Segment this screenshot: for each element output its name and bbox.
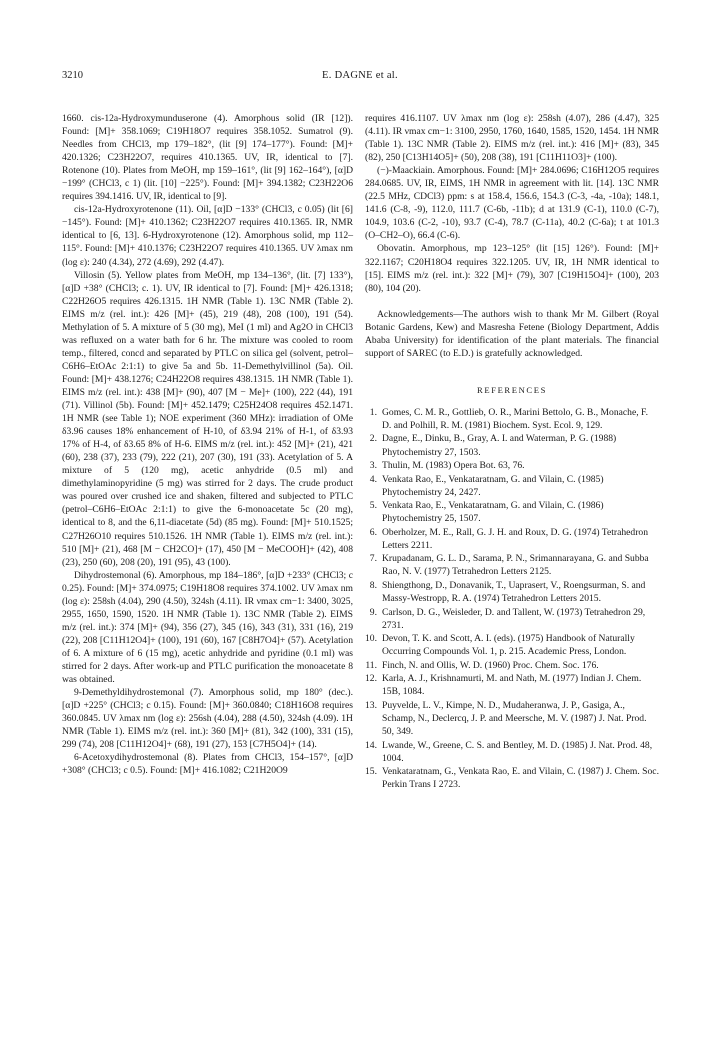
- reference-number: 6.: [369, 526, 377, 538]
- acknowledgements: Acknowledgements—The authors wish to thank Mr M. Gilbert (Royal Botanic Gardens, Kew) and Masresha Fetene (Biology Department, Addis Ababa University) for identification of the plant materials. The financial support of SAREC (to E.D.) is gratefully acknowledged.: [365, 308, 659, 359]
- reference-text: Gomes, C. M. R., Gottlieb, O. R., Marini Bettolo, G. B., Monache, F. D. and Polhill, R. M. (1981) Biochem. Syst. Ecol. 9, 129.: [382, 406, 648, 431]
- reference-text: Venkata Rao, E., Venkataratnam, G. and Vilain, C. (1985) Phytochemistry 24, 2427.: [382, 473, 604, 498]
- paragraph-obovatin: Obovatin. Amorphous, mp 123–125° (lit [15] 126°). Found: [M]+ 322.1167; C20H18O4 requires 322.1205. UV, IR, 1H NMR identical to [15]. EIMS m/z (rel. int.): 322 [M]+ (79), 307 [C19H15O4]+ (100), 203 (80), 104 (20).: [365, 243, 659, 294]
- running-head-authors: E. DAGNE et al.: [322, 70, 398, 81]
- reference-text: Karla, A. J., Krishnamurti, M. and Nath, M. (1977) Indian J. Chem. 15B, 1084.: [382, 673, 642, 698]
- reference-number: 9.: [369, 606, 377, 618]
- reference-item: [365, 406, 659, 432]
- reference-text: Venkata Rao, E., Venkataratnam, G. and Vilain, C. (1986) Phytochemistry 25, 1507.: [382, 500, 604, 525]
- reference-text: Thulin, M. (1983) Opera Bot. 63, 76.: [382, 460, 525, 472]
- reference-number: 15.: [365, 766, 377, 778]
- reference-text: Finch, N. and Ollis, W. D. (1960) Proc. Chem. Soc. 176.: [382, 659, 599, 671]
- reference-item: [365, 659, 659, 672]
- reference-number: 13.: [365, 699, 377, 711]
- references-list: [365, 406, 659, 791]
- reference-item: [365, 526, 659, 552]
- reference-text: Krupadanam, G. L. D., Sarama, P. N., Srimannarayana, G. and Subba Rao, N. V. (1977) Tetrahedron Letters 2125.: [382, 553, 649, 578]
- reference-number: 3.: [369, 460, 377, 472]
- references-heading: REFERENCES: [477, 384, 547, 395]
- paragraph-demethyldihydrostemonal: 9-Demethyldihydrostemonal (7). Amorphous solid, mp 180° (dec.). [α]D +225° (CHCl3; c 0.15). Found: [M]+ 360.0840; C18H16O8 requires 360.0845. UV λmax nm (log ε): 256sh (4.04), 288 (4.50), 324sh (4.09). 1H NMR (Table 1). EIMS m/z (rel. int.): 360 [M]+ (81), 342 (100), 331 (15), 299 (74), 208 [C11H12O4]+ (68), 191 (27), 153 [C7H5O4]+ (14).: [62, 687, 353, 751]
- reference-item: [365, 459, 659, 472]
- reference-number: 7.: [369, 553, 377, 565]
- reference-item: [365, 499, 659, 525]
- paragraph-maackiain: (−)-Maackiain. Amorphous. Found: [M]+ 284.0696; C16H12O5 requires 284.0685. UV, IR, EIMS, 1H NMR in agreement with lit. [14]. 13C NMR (22.5 MHz, CDCl3) ppm: s at 158.4, 156.6, 154.3 (C-3, -4a, -10a); 148.1, 141.6 (C-8, -9), 112.0, 111.7 (C-6b, -11b); d at 131.9 (C-1), 110.0 (C-7), 104.9, 103.6 (C-2, -10), 93.7 (C-4), 78.7 (C-11a), 40.2 (C-6a); t at 101.3 (O–CH2–O), 66.4 (C-6).: [365, 165, 659, 242]
- reference-number: 14.: [365, 739, 377, 751]
- reference-item: [365, 765, 659, 791]
- reference-item: [365, 632, 659, 658]
- reference-item: [365, 672, 659, 698]
- running-head: [62, 70, 658, 86]
- reference-item: [365, 579, 659, 605]
- reference-text: Carlson, D. G., Weisleder, D. and Tallent, W. (1973) Tetrahedron 29, 2731.: [382, 606, 646, 631]
- reference-number: 8.: [369, 580, 377, 591]
- reference-number: 1.: [369, 406, 377, 418]
- paragraph-acetoxydihydrostemonal: 6-Acetoxydihydrostemonal (8). Plates from CHCl3, 154–157°, [α]D +308° (CHCl3; c 0.5). Found: [M]+ 416.1082; C21H20O9: [62, 752, 353, 777]
- paragraph-compounds-4-9-10: 1660. cis-12a-Hydroxymunduserone (4). Amorphous solid (IR [12]). Found: [M]+ 358.1069; C19H18O7 requires 358.1052. Sumatrol (9). Needles from CHCl3, mp 179–182°, (lit [9] 174–177°). Found: [M]+ 420.1326; C23H22O7, requires 410.1365. UV, IR, identical to [7]. Rotenone (10). Plates from MeOH, mp 159–161°, (lit [9] 162–164°), [α]D −199° (CHCl3, c 1) (lit. [10] −225°). Found: [M]+ 394.1382; C23H22O6 requires 394.1416. UV, IR, identical to [9].: [62, 113, 353, 203]
- reference-item: [365, 699, 659, 738]
- page-number: 3210: [62, 70, 83, 81]
- reference-text: Oberholzer, M. E., Rall, G. J. H. and Roux, D. G. (1974) Tetrahedron Letters 2211.: [382, 526, 649, 551]
- reference-item: [365, 606, 659, 632]
- reference-text: Dagne, E., Dinku, B., Gray, A. I. and Waterman, P. G. (1988) Phytochemistry 27, 1503.: [382, 433, 617, 458]
- reference-number: 2.: [369, 433, 377, 445]
- paragraph-villosin: Villosin (5). Yellow plates from MeOH, mp 134–136°, (lit. [7] 133°), [α]D +38° (CHCl3; c. 1). UV, IR identical to [7]. Found: [M]+ 426.1318; C22H26O5 requires 426.1315. 1H NMR (Table 1). 13C NMR (Table 2). EIMS m/z (rel. int.): 426 [M]+ (45), 219 (48), 208 (100), 191 (54). Methylation of 5. A mixture of 5 (30 mg), MeI (1 ml) and Ag2O in CHCl3 was refluxed on a water bath for 6 hr. The mixture was cooled to room temp., filtered, concd and separated by PTLC on silica gel (solvent, petrol–C6H6–EtOAc 2:1:1) to give 5a and 5b. 11-Demethylvillinol (5a). Oil. Found: [M]+ 438.1276; C24H22O8 requires 438.1315. 1H NMR (Table 1). EIMS m/z (rel. int.): 438 [M]+ (90), 407 [M − Me]+ (100), 222 (44), 191 (71). Villinol (5b). Found: [M]+ 452.1479; C25H24O8 requires 452.1471. 1H NMR (see Table 1); NOE experiment (360 MHz): irradiation of OMe δ3.96 causes 18% enhancement of H-10, of δ3.94 21% of H-1, of δ3.93 17% of H-4, of δ3.65 8% of H-6. EIMS m/z (rel. int.): 452 [M]+ (21), 421 (60), 238 (37), 233 (79), 222 (21), 207 (30), 191 (33). Acetylation of 5. A mixture of 5 (120 mg), acetic anhydride (0.5 ml) and dimethylaminopyridine (5 mg) was stirred for 2 days. The crude product was poured over crushed ice and shaken, filtered and subjected to PTLC (petrol–C6H6–EtOAc 2:1:1) to give the 6-monoacetate 5c (20 mg), identical to 8, and the 6,11-diacetate (5d) (85 mg). Found: [M]+ 510.1525; C27H26O10 requires 510.1526. 1H NMR (Table 1). EIMS m/z (rel. int.): 510 [M]+ (21), 468 [M − CH2CO]+ (17), 450 [M − MeCOOH]+ (42), 408 (23), 250 (60), 208 (20), 191 (95), 43 (100).: [62, 269, 353, 568]
- reference-item: [365, 473, 659, 499]
- reference-number: 12.: [365, 673, 377, 685]
- reference-number: 4.: [369, 473, 377, 485]
- reference-text: Venkataratnam, G., Venkata Rao, E. and Vilain, C. (1987) J. Chem. Soc. Perkin Trans I 2723.: [382, 766, 659, 791]
- paragraph-compounds-11-12: cis-12a-Hydroxyrotenone (11). Oil, [α]D −133° (CHCl3, c 0.05) (lit [6] −145°). Found: [M]+ 410.1362; C23H22O7 requires 410.1365. IR, NMR identical to [6, 13]. 6-Hydroxyrotenone (12). Amorphous solid, mp 112–115°. Found: [M]+ 410.1376; C23H22O7 requires 410.1365. UV λmax nm (log ε): 240 (4.34), 272 (4.69), 292 (4.47).: [62, 204, 353, 268]
- reference-number: 11.: [365, 659, 377, 671]
- reference-text: Puyvelde, L. V., Kimpe, N. D., Mudaheranwa, J. P., Gasiga, A., Schamp, N., Declercq, J. P. and Meersche, M. V. (1987) J. Nat. Prod. 50, 349.: [382, 699, 647, 738]
- reference-number: 10.: [365, 633, 377, 645]
- right-column: [365, 112, 659, 792]
- reference-number: 5.: [369, 500, 377, 512]
- paragraph-dihydrostemonal: Dihydrostemonal (6). Amorphous, mp 184–186°, [α]D +233° (CHCl3; c 0.25). Found: [M]+ 374.0975; C19H18O8 requires 374.1002. UV λmax nm (log ε): 258sh (4.04), 290 (4.50), 324sh (4.11). IR νmax cm−1: 3400, 3025, 2955, 1650, 1590, 1520. 1H NMR (Table 1). 13C NMR (Table 2). EIMS m/z (rel. int.): 374 [M]+ (94), 356 (27), 345 (16), 343 (31), 331 (16), 219 (22), 208 [C11H12O4]+ (100), 191 (60), 167 [C8H7O4]+ (57). Acetylation of 6. A mixture of 6 (15 mg), acetic anhydride and pyridine (0.1 ml) was stirred for 2 days. After work-up and PTLC purification the monoacetate 8 was obtained.: [62, 569, 353, 686]
- reference-text: Shiengthong, D., Donavanik, T., Uaprasert, V., Roengsurman, S. and Massy-Westropp, R. A. (1974) Tetrahedron Letters 2015.: [382, 580, 646, 605]
- reference-item: [365, 552, 659, 578]
- reference-text: Lwande, W., Greene, C. S. and Bentley, M. D. (1985) J. Nat. Prod. 48, 1004.: [382, 739, 653, 764]
- left-column: [62, 112, 353, 777]
- reference-item: [365, 739, 659, 765]
- paragraph-continuation: requires 416.1107. UV λmax nm (log ε): 258sh (4.07), 286 (4.47), 325 (4.11). IR νmax cm−1: 3100, 2950, 1760, 1640, 1585, 1520, 1454. 1H NMR (Table 1). 13C NMR (Table 2). EIMS m/z (rel. int.): 416 [M]+ (83), 345 (82), 250 [C13H14O5]+ (50), 208 (38), 191 [C11H11O3]+ (100).: [365, 113, 659, 164]
- reference-text: Devon, T. K. and Scott, A. I. (eds). (1975) Handbook of Naturally Occurring Compounds Vol. 1, p. 215. Academic Press, London.: [382, 633, 635, 658]
- reference-item: [365, 432, 659, 458]
